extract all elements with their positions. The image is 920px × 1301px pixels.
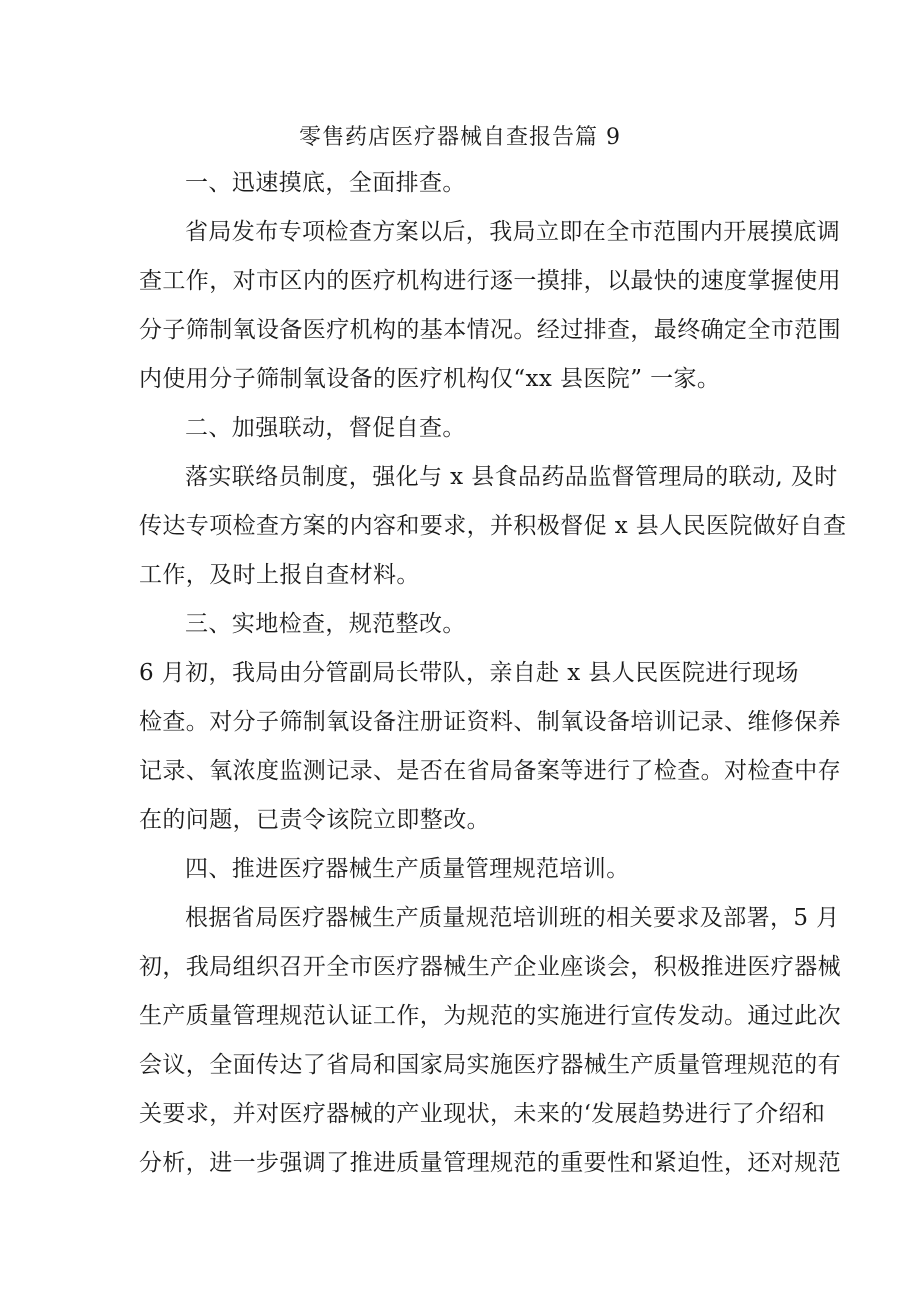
paragraph-line: 在的问题，已责令该院立即整改。 bbox=[139, 807, 490, 833]
paragraph-line: 关要求，并对医疗器械的产业现状，未来的‘发展趋势进行了介绍和 bbox=[139, 1101, 826, 1127]
paragraph-line: 内使用分子筛制氧设备的医疗机构仅“xx 县医院” 一家。 bbox=[139, 366, 721, 392]
paragraph-line: 会议，全面传达了省局和国家局实施医疗器械生产质量管理规范的有 bbox=[139, 1052, 841, 1078]
paragraph-line: 根据省局医疗器械生产质量规范培训班的相关要求及部署，5 月 bbox=[185, 905, 840, 931]
paragraph-line: 生产质量管理规范认证工作，为规范的实施进行宣传发动。通过此次 bbox=[139, 1003, 841, 1029]
document-title: 零售药店医疗器械自查报告篇 9 bbox=[299, 125, 621, 150]
paragraph-line: 传达专项检查方案的内容和要求，并积极督促 x 县人民医院做好自查 bbox=[139, 513, 847, 539]
paragraph-line: 查工作，对市区内的医疗机构进行逐一摸排，以最快的速度掌握使用 bbox=[139, 268, 841, 294]
paragraph-line: 6 月初，我局由分管副局长带队，亲自赴 x 县人民医院进行现场 bbox=[139, 660, 799, 686]
paragraph-line: 分析，进一步强调了推进质量管理规范的重要性和紧迫性，还对规范 bbox=[139, 1150, 841, 1176]
heading-2: 二、加强联动，督促自查。 bbox=[185, 415, 466, 441]
paragraph-line: 落实联络员制度，强化与 x 县食品药品监督管理局的联动, 及时 bbox=[185, 464, 838, 490]
heading-1: 一、迅速摸底，全面排查。 bbox=[185, 170, 466, 196]
paragraph-line: 分子筛制氧设备医疗机构的基本情况。经过排查，最终确定全市范围 bbox=[139, 317, 841, 343]
paragraph-line: 检查。对分子筛制氧设备注册证资料、制氧设备培训记录、维修保养 bbox=[139, 709, 841, 735]
paragraph-line: 工作，及时上报自查材料。 bbox=[139, 562, 420, 588]
heading-3: 三、实地检查，规范整改。 bbox=[185, 611, 466, 637]
heading-4: 四、推进医疗器械生产质量管理规范培训。 bbox=[185, 856, 630, 882]
paragraph-line: 记录、氧浓度监测记录、是否在省局备案等进行了检查。对检查中存 bbox=[139, 758, 841, 784]
paragraph-line: 省局发布专项检查方案以后，我局立即在全市范围内开展摸底调 bbox=[185, 219, 841, 245]
paragraph-line: 初，我局组织召开全市医疗器械生产企业座谈会，积极推进医疗器械 bbox=[139, 954, 841, 980]
